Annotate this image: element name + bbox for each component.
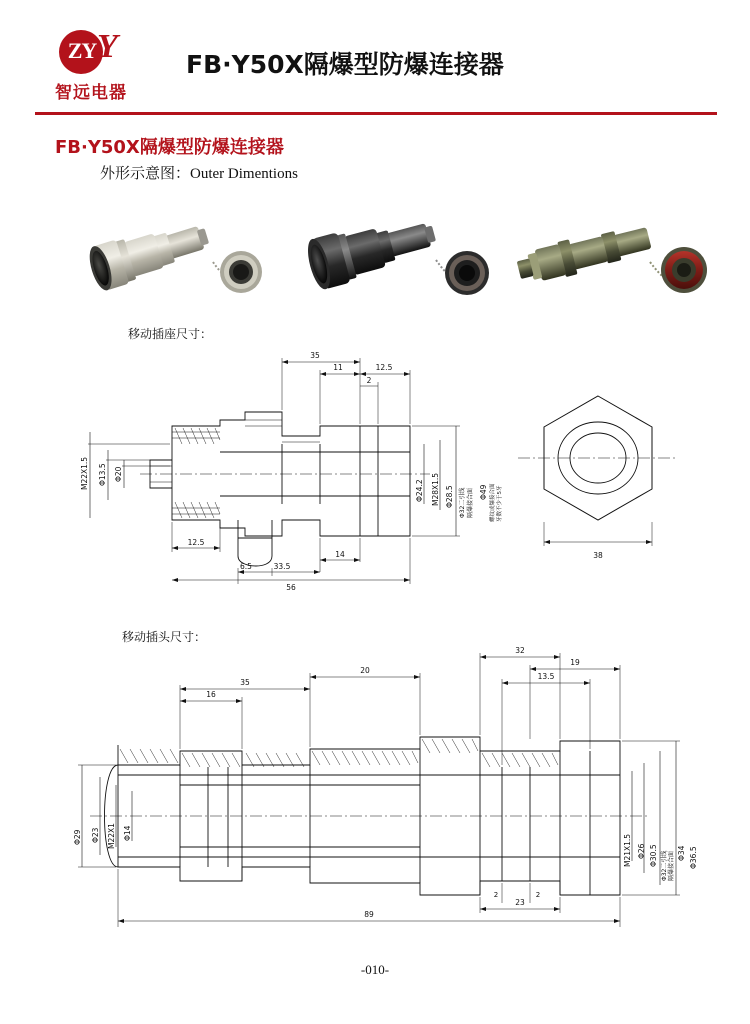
dim-plug-16: 16	[206, 690, 216, 699]
section-subtitle-en: Outer Dimentions	[190, 166, 298, 182]
dim-socket-6-5: 6.5	[240, 562, 252, 571]
logo-y-text: Y	[97, 28, 118, 65]
logo-zy-text: ZY	[67, 38, 97, 63]
header-divider	[35, 112, 717, 115]
logo-mark	[59, 28, 149, 76]
dim-socket-14: 14	[335, 550, 345, 559]
dim-socket-12-5: 12.5	[375, 363, 393, 372]
dim-socket-33-5: 33.5	[273, 562, 291, 571]
dim-socket-hex-38: 38	[593, 551, 603, 560]
dim-plug-35: 35	[240, 678, 250, 687]
dim-socket-12-5b: 12.5	[187, 538, 205, 547]
dim-socket-joint: 隔爆接合面	[467, 487, 474, 518]
dim-socket-note2: 牙数不少于5牙	[497, 485, 503, 522]
product-photo-row	[55, 200, 695, 315]
dim-plug-2a: 2	[493, 891, 499, 899]
photo-connector-silver	[73, 200, 263, 312]
dim-plug-19: 19	[570, 658, 580, 667]
dim-plug-m22: M22X1	[107, 823, 116, 849]
logo-company-name: 智远电器	[55, 83, 127, 103]
dim-socket-d32: Φ32二引线	[459, 487, 466, 518]
dim-socket-d49: Φ49	[479, 484, 488, 500]
dim-plug-d23: Φ23	[91, 827, 100, 843]
dim-plug-23: 23	[515, 898, 525, 907]
dim-plug-d32: Φ32二引线	[661, 850, 668, 881]
dim-plug-d34: Φ34	[677, 845, 686, 861]
dim-plug-m21: M21X1.5	[623, 833, 632, 867]
dim-plug-d26: Φ26	[637, 843, 646, 859]
dim-socket-11: 11	[333, 363, 343, 372]
plug-drawing-label: 移动插头尺寸：	[122, 630, 207, 644]
page-footer	[0, 962, 750, 978]
dim-socket-d28-5: Φ28.5	[445, 485, 454, 508]
dim-socket-m22: M22X1.5	[80, 456, 89, 490]
dim-socket-d24-2: Φ24.2	[415, 479, 424, 502]
socket-dimension-drawing	[60, 340, 700, 590]
section-subtitle	[100, 162, 298, 183]
dim-socket-56: 56	[286, 583, 296, 590]
dim-plug-13-5: 13.5	[537, 672, 555, 681]
dim-socket-d20: Φ20	[114, 466, 123, 482]
photo-connector-black	[300, 200, 490, 312]
page-title: FB·Y50X隔爆型防爆连接器	[186, 50, 504, 79]
dim-socket-35: 35	[310, 351, 320, 360]
dim-socket-m28: M28X1.5	[431, 472, 440, 506]
dim-plug-joint: 隔爆接合面	[668, 850, 675, 881]
dim-plug-d36-5: Φ36.5	[689, 846, 698, 869]
plug-dimension-drawing	[60, 645, 700, 940]
dim-plug-20: 20	[360, 666, 370, 675]
dim-plug-d29: Φ29	[73, 829, 82, 845]
socket-drawing-label: 移动插座尺寸：	[128, 327, 213, 341]
dim-plug-2b: 2	[535, 891, 541, 899]
dim-plug-d14: Φ14	[123, 825, 132, 841]
dim-plug-d30-5: Φ30.5	[649, 844, 658, 867]
dim-socket-d13-5: Φ13.5	[98, 463, 107, 486]
photo-connector-olive	[510, 200, 715, 312]
company-logo	[55, 28, 173, 106]
dim-socket-note1: 螺纹或爆接合面	[490, 483, 496, 522]
page-number: -010-	[360, 962, 390, 977]
dim-plug-89: 89	[364, 910, 374, 919]
page-header	[0, 0, 750, 112]
dim-plug-32: 32	[515, 646, 525, 655]
section-title: FB·Y50X隔爆型防爆连接器	[55, 137, 284, 158]
section-subtitle-cn: 外形示意图：	[100, 164, 191, 182]
dim-socket-2: 2	[366, 376, 372, 385]
